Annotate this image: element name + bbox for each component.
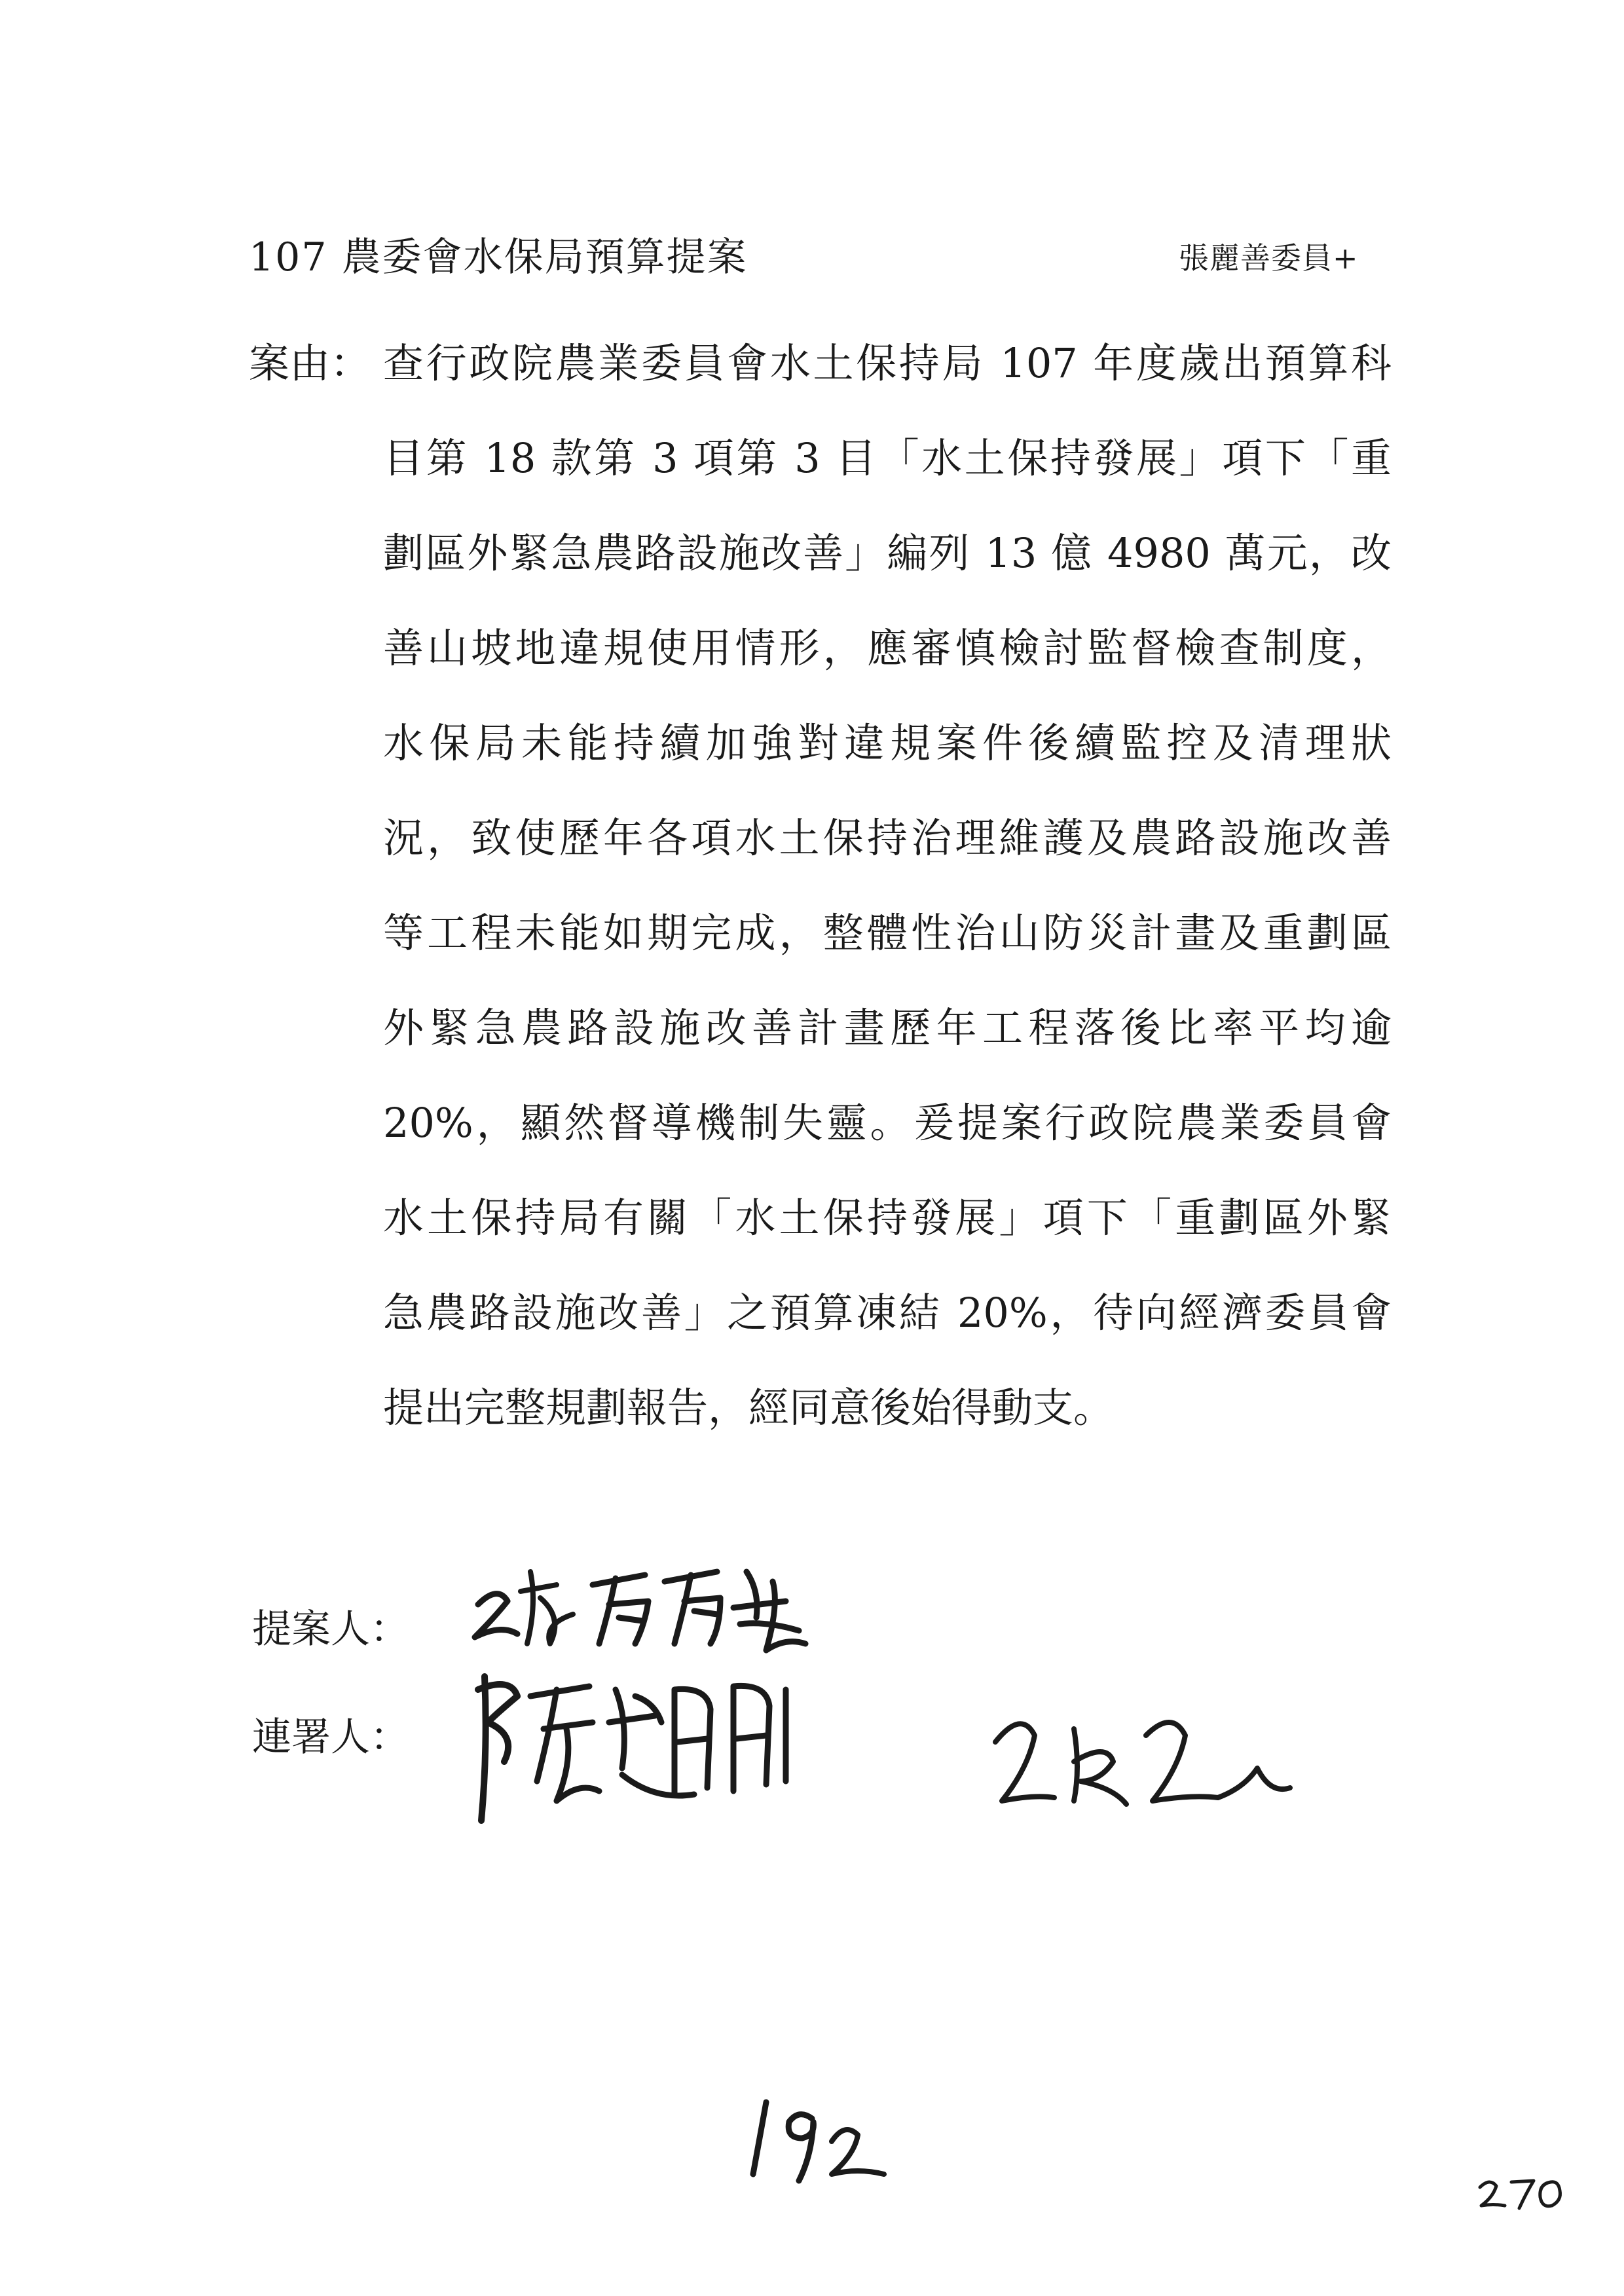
proposal-line-7: 等工程未能如期完成，整體性治山防災計畫及重劃區 bbox=[383, 909, 1392, 957]
cosigner-signature-2 bbox=[982, 1690, 1310, 1834]
proposal-line-12: 提出完整規劃報告，經同意後始得動支。 bbox=[383, 1384, 1115, 1432]
document-title: 107 農委會水保局預算提案 bbox=[249, 234, 748, 280]
proposal-line-8: 外緊急農路設施改善計畫歷年工程落後比率平均逾 bbox=[383, 1004, 1392, 1052]
reason-label: 案由： bbox=[249, 339, 371, 387]
proposal-line-10: 水土保持局有關「水土保持發展」項下「重劃區外緊 bbox=[383, 1194, 1392, 1242]
proposal-line-5: 水保局未能持續加強對違規案件後續監控及清理狀 bbox=[383, 719, 1392, 767]
proposal-line-6: 況，致使歷年各項水土保持治理維護及農路設施改善 bbox=[383, 814, 1392, 862]
proposal-line-4: 善山坡地違規使用情形，應審慎檢討監督檢查制度， bbox=[383, 624, 1392, 672]
proposal-line-2: 目第 18 款第 3 項第 3 目「水土保持發展」項下「重 bbox=[383, 434, 1392, 482]
proposal-line-9: 20%，顯然督導機制失靈。爰提案行政院農業委員會 bbox=[383, 1099, 1392, 1147]
proposal-line-3: 劃區外緊急農路設施改善」編列 13 億 4980 萬元，改 bbox=[383, 529, 1392, 577]
proposer-label: 提案人： bbox=[252, 1606, 409, 1652]
proposal-line-11: 急農路設施改善」之預算凍結 20%，待向經濟委員會 bbox=[383, 1289, 1392, 1337]
cosigner-signature-1 bbox=[458, 1650, 825, 1847]
corner-page-number bbox=[1473, 2168, 1572, 2220]
committee-member-tag: 張麗善委員+ bbox=[1179, 240, 1359, 276]
proposal-line-1: 查行政院農業委員會水土保持局 107 年度歲出預算科 bbox=[383, 339, 1392, 387]
cosigner-label: 連署人： bbox=[252, 1714, 409, 1760]
handwritten-page-number bbox=[740, 2083, 897, 2194]
